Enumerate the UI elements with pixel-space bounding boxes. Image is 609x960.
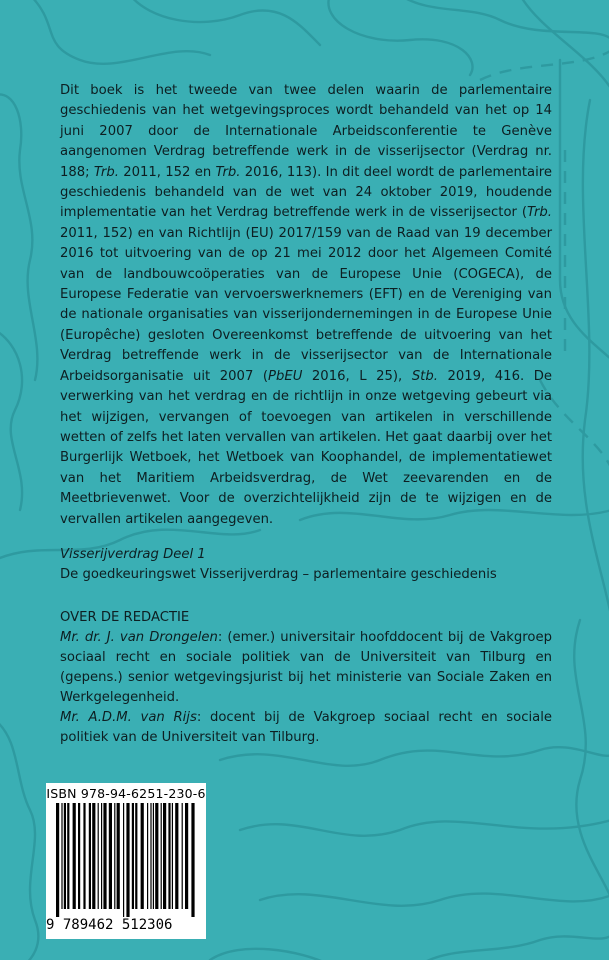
- barcode-bars: [52, 803, 200, 917]
- barcode-bar: [163, 803, 166, 909]
- barcode-bar: [182, 803, 183, 909]
- about-editors: [60, 608, 552, 748]
- barcode-bar: [114, 803, 115, 909]
- series-title: Visserijverdrag Deel 1: [60, 547, 206, 562]
- barcode-bar: [150, 803, 151, 909]
- barcode-bar: [161, 803, 162, 909]
- description: [60, 81, 552, 530]
- barcode-bar: [98, 803, 99, 909]
- editors-heading: OVER DE REDACTIE: [60, 610, 190, 625]
- series-subtitle: De goedkeuringswet Visserijverdrag – parlementaire geschiedenis: [60, 567, 497, 582]
- barcode-bar: [78, 803, 80, 909]
- barcode-bar: [109, 803, 112, 909]
- isbn-label: ISBN 978-94-6251-230-6: [46, 786, 206, 801]
- barcode-bar: [132, 803, 134, 909]
- barcode-bar: [73, 803, 76, 909]
- barcode-bar: [61, 803, 62, 909]
- editor-1-bio: : (emer.) universitair hoofddocent bij de Vakgroep sociaal recht en sociale politiek van de Universiteit van Tilburg en (gepens.) senior wetgevingsjurist bij het ministerie van Sociale Zaken en Werkgelegenheid.: [60, 630, 552, 705]
- barcode-bar: [123, 803, 124, 917]
- barcode-bar: [103, 803, 106, 909]
- editor-2: [60, 708, 552, 748]
- barcode-bar: [135, 803, 137, 909]
- barcode-bar: [153, 803, 154, 909]
- isbn-barcode: [46, 783, 206, 939]
- barcode-bar: [117, 803, 120, 909]
- editor-1: [60, 628, 552, 708]
- barcode-bar: [64, 803, 66, 909]
- series-info: [60, 545, 560, 585]
- barcode-bar: [67, 803, 69, 909]
- barcode-bar: [141, 803, 144, 909]
- barcode-bar: [155, 803, 158, 909]
- barcode-bar: [92, 803, 95, 909]
- barcode-bar: [175, 803, 178, 909]
- barcode-bar: [89, 803, 91, 909]
- barcode-bar: [191, 803, 194, 917]
- editor-2-bio: : docent bij de Vakgroep sociaal recht en sociale politiek van de Universiteit van Tilburg.: [60, 710, 552, 745]
- barcode-bar: [83, 803, 85, 909]
- barcode-bar: [126, 803, 129, 917]
- barcode-digits: 9 789462 512306: [46, 917, 173, 933]
- barcode-bar: [168, 803, 170, 909]
- description-text: Dit boek is het tweede van twee delen waarin de parlementaire geschiedenis van het wetgevingsproces wordt behandeld van het op 14 juni 2007 door de Internationale Arbeidsconferentie te Genève aangenomen Verdrag betreffende werk in de visserijsector (Verdrag nr. 188; Trb. 2011, 152 en Trb. 2016, 113). In dit deel wordt de parlementaire geschiedenis behandeld van de wet van 24 oktober 2019, houdende implementatie van het Verdrag betreffende werk in de visserijsector (Trb. 2011, 152) en van Richtlijn (EU) 2017/159 van de Raad van 19 december 2016 tot uitvoering van de op 21 mei 2012 door het Algemeen Comité van de landbouwcoöperaties van de Europese Unie (COGECA), de Europese Federatie van vervoerswerknemers (EFT) en de Vereniging van de nationale organisaties van visserijondernemingen in de Europese Unie (Europêche) gesloten Overeenkomst betreffende de uitvoering van het Verdrag betreffende werk in de visserijsector van de Internationale Arbeidsorganisatie uit 2007 (PbEU 2016, L 25), Stb. 2019, 416. De verwerking van het verdrag en de richtlijn in onze wetgeving gebeurt via het wijzigen, vervangen of toevoegen van artikelen in verschillende wetten of zelfs het laten vervallen van artikelen. Het gaat daarbij over het Burgerlijk Wetboek, het Wetboek van Koophandel, de implementatiewet van het Maritiem Arbeidsverdrag, de Wet zeevarenden en de Meetbrievenwet. Voor de overzichtelijkheid zijn de te wijzigen en de vervallen artikelen aangegeven.: [60, 83, 552, 527]
- editor-1-name: Mr. dr. J. van Drongelen: [60, 630, 218, 645]
- editor-2-name: Mr. A.D.M. van Rijs: [60, 710, 197, 725]
- barcode-bar: [147, 803, 148, 909]
- barcode-bar: [172, 803, 173, 909]
- barcode-bar: [185, 803, 188, 909]
- barcode-bar: [101, 803, 102, 909]
- barcode-bar: [56, 803, 59, 917]
